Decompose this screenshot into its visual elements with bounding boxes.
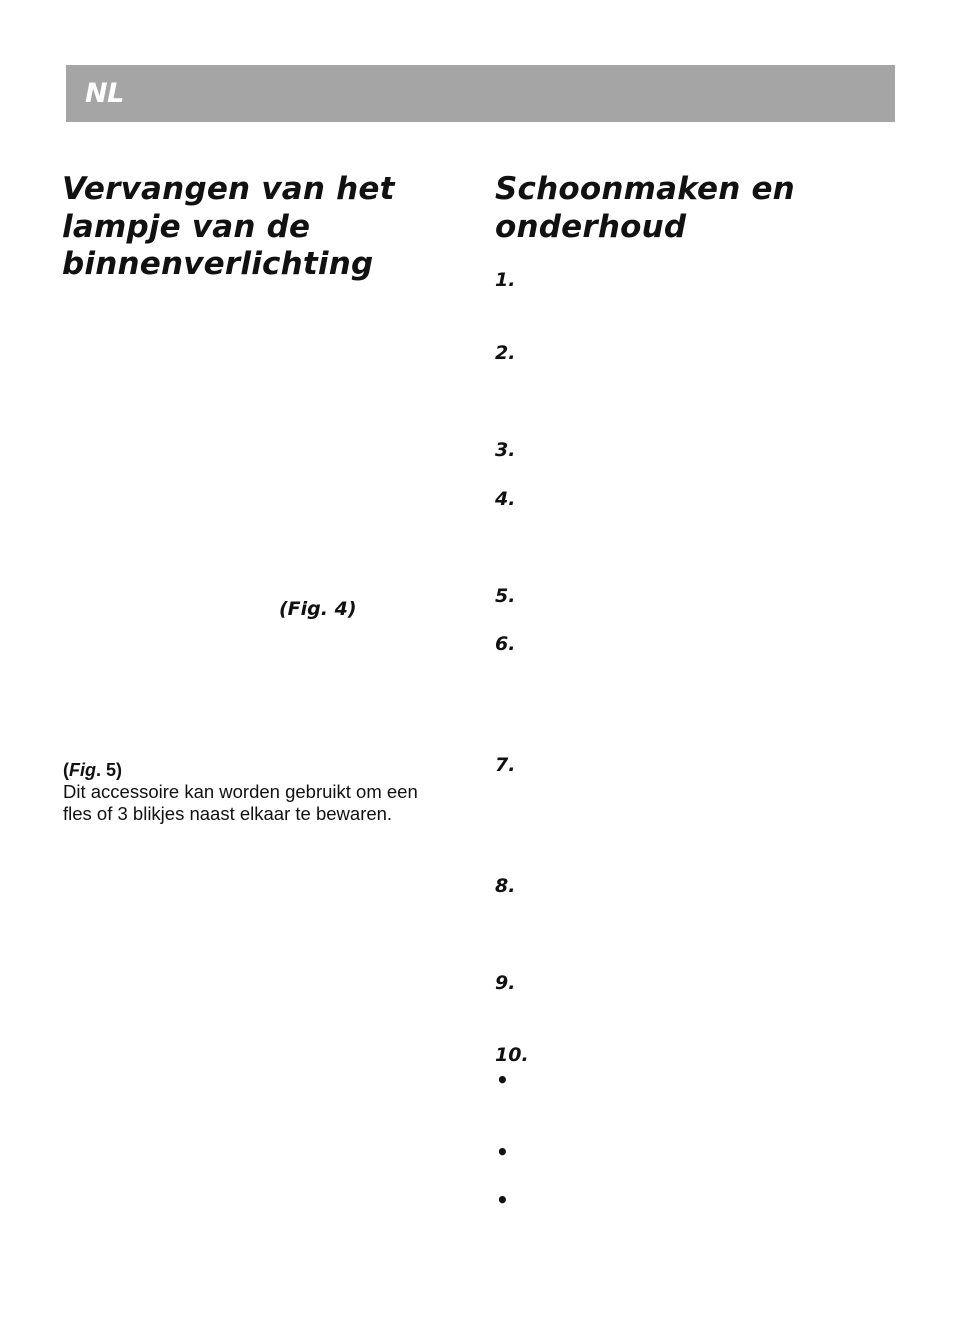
step-number-1: 1. [495, 269, 516, 291]
step-number-3: 3. [495, 439, 516, 461]
section-title-cleaning-maintenance [495, 171, 795, 246]
step-number-9: 9. [495, 972, 516, 994]
title-line: lampje van de [62, 208, 311, 245]
figure-reference-4: (Fig. 4) [279, 598, 357, 620]
bullet-point: • [496, 1188, 509, 1212]
step-number-8: 8. [495, 875, 516, 897]
step-number-6: 6. [495, 633, 516, 655]
title-line: Schoonmaken en [495, 171, 795, 207]
bullet-point: • [496, 1140, 509, 1164]
step-number-4: 4. [495, 488, 516, 510]
accessory-description [63, 781, 463, 824]
section-title-lamp-replacement [62, 171, 395, 284]
title-line: binnenverlichting [62, 246, 374, 282]
fig5-open-paren: ( [63, 760, 69, 780]
step-number-10: 10. [495, 1044, 529, 1066]
fig5-rest: . 5) [96, 760, 123, 780]
figure-reference-5 [63, 760, 122, 781]
bullet-point: • [496, 1068, 509, 1092]
step-number-2: 2. [495, 342, 516, 364]
language-code: NL [85, 78, 124, 109]
language-header-bar [66, 65, 895, 122]
title-line: onderhoud [495, 208, 687, 245]
step-number-7: 7. [495, 754, 516, 776]
paragraph-line: Dit accessoire kan worden gebruikt om een [63, 781, 418, 802]
fig5-label: Fig [69, 760, 96, 780]
paragraph-line: fles of 3 blikjes naast elkaar te bewaren. [63, 802, 393, 824]
step-number-5: 5. [495, 585, 516, 607]
title-line: Vervangen van het [62, 171, 395, 207]
